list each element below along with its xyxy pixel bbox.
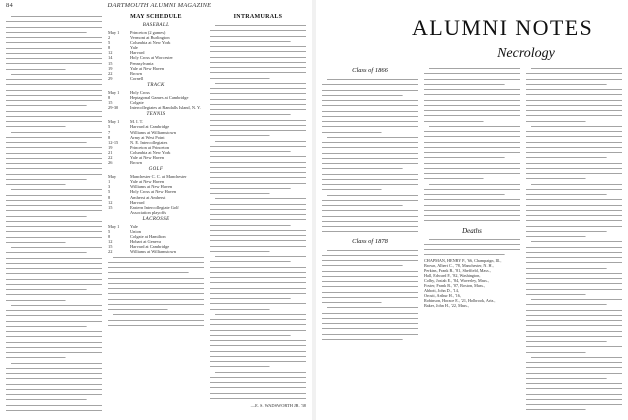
schedule-date: 29-30 [108, 105, 119, 111]
schedule-date: 5 [108, 189, 111, 195]
death-entry: Colby, Josiah E., '84, Waverley, Mass., [424, 277, 489, 283]
schedule-event: Colgate [130, 100, 144, 106]
death-entry: Robinson, Horace E., '21, Holbrook, Ariz., [424, 297, 496, 303]
schedule-event: Williams at Williamstown [130, 129, 176, 135]
schedule-event: Princeton at Princeton [130, 144, 170, 150]
schedule-event: Colgate at Hamilton [130, 234, 166, 240]
schedule-date: 5 [108, 124, 111, 130]
schedule-date: 15 [108, 244, 113, 250]
schedule-row [108, 210, 204, 215]
schedule-row [108, 105, 204, 110]
left-column-1 [6, 14, 102, 416]
schedule-date: 2 [108, 35, 111, 41]
schedule-row [108, 160, 204, 165]
schedule-event: Intercollegiates at Randalls Island, N. Y. [130, 105, 201, 111]
schedule-date: May [108, 174, 117, 180]
schedule-event: Vermont at Burlington [130, 35, 170, 41]
schedule-date: 15 [108, 100, 113, 106]
schedule-date: 1 [108, 179, 111, 185]
death-entry: Hall, Edward F., '82, Washington, [424, 272, 481, 278]
obituary-text-col2 [424, 66, 520, 224]
intramurals-text [210, 23, 306, 401]
schedule-event: Heptagonal Games at Cambridge [130, 95, 189, 101]
schedule-event: M. I. T. [130, 119, 144, 125]
schedule-event: Yale at New Haven [130, 65, 165, 71]
deaths-list [424, 258, 520, 308]
schedule-date: 15 [108, 204, 113, 210]
intramurals-column [210, 14, 306, 416]
schedule-date: 14 [108, 55, 113, 61]
schedule-date: 8 [108, 234, 111, 240]
right-column-3 [526, 66, 622, 416]
schedule-section-heading: BASEBALL [142, 23, 170, 28]
deaths-heading: Deaths [462, 226, 482, 235]
schedule-event: Army at West Point [130, 134, 165, 140]
schedule-event: Manchester C. C. at Manchester [130, 174, 187, 180]
obituary-text-col3 [526, 66, 622, 413]
schedule-event: Hobart at Geneva [130, 239, 161, 245]
schedule-event: Holy Cross at Worcester [130, 55, 173, 61]
schedule-event: Columbia at New York [130, 40, 171, 46]
schedule-date: 12 [108, 239, 113, 245]
may-schedule [108, 14, 204, 416]
schedule-date: 15 [108, 60, 113, 66]
right-page [316, 0, 628, 420]
schedule-event: Cornell [130, 75, 144, 81]
schedule-event: Williams at New Haven [130, 184, 173, 190]
death-entry: Foster, Frank B., '07, Boston, Mass., [424, 282, 486, 288]
schedule-date: 22 [108, 249, 113, 255]
intramurals-heading: INTRAMURALS [233, 14, 283, 20]
schedule-event: Harvard [130, 50, 145, 56]
schedule-date [108, 210, 130, 215]
schedule-date: 5 [108, 40, 111, 46]
page-number: 84 [6, 2, 13, 9]
schedule-date: May 1 [108, 89, 120, 95]
class-heading-1878: Class of 1878 [352, 237, 388, 245]
schedule-event: N. E. Intercollegiates [130, 139, 168, 145]
deaths-note [424, 237, 520, 258]
schedule-article-text [108, 254, 204, 328]
schedule-date: 29 [108, 75, 113, 81]
left-page [0, 0, 312, 420]
schedule-event: Harvard at Cambridge [130, 244, 170, 250]
schedule-event: Harvard at Cambridge [130, 124, 170, 130]
schedule-heading: MAY SCHEDULE [130, 14, 182, 20]
schedule-event: Pennsylvania [130, 60, 154, 66]
death-entry: Baker, John H., '22, Mass., [424, 302, 470, 308]
schedule-event: Yale at New Haven [130, 154, 165, 160]
article-text-block [6, 14, 102, 413]
schedule-event: Brown [130, 70, 142, 76]
schedule-event: Williams at Williamstown [130, 249, 176, 255]
schedule-date: 8 [108, 95, 111, 101]
running-title: DARTMOUTH ALUMNI MAGAZINE [107, 2, 212, 9]
schedule-event: Yale [130, 223, 138, 229]
schedule-date: 19 [108, 144, 113, 150]
schedule-section-heading: GOLF [148, 167, 164, 173]
schedule-event: Brown [130, 160, 142, 166]
schedule-event: Harvard [130, 199, 145, 205]
schedule-event: Columbia at New York [130, 149, 171, 155]
right-column-1 [322, 2, 418, 416]
schedule-date: 12-15 [108, 139, 119, 145]
death-entry: Brown, Albert C., '78, Manchester, N. H., [424, 262, 494, 268]
schedule-date: 12 [108, 50, 113, 56]
schedule-date: 7 [108, 129, 111, 135]
schedule-date: May 1 [108, 223, 120, 229]
schedule-event: Yale at New Haven [130, 179, 165, 185]
schedule-event: Yale [130, 45, 138, 51]
schedule-date: 8 [108, 45, 111, 51]
schedule-date: 19 [108, 65, 113, 71]
death-entry: CHAPMAN, HENRY P., '66, Champaign, Ill., [424, 257, 502, 263]
schedule-section-heading: LACROSSE [142, 216, 170, 222]
schedule-date: 22 [108, 70, 113, 76]
class-heading-1866: Class of 1866 [352, 67, 388, 74]
obituary-text-1866 [322, 77, 418, 235]
schedule-event: Holy Cross at New Haven [130, 189, 177, 195]
obituary-text-1878 [322, 248, 418, 343]
section-title: ALUMNI NOTES [412, 15, 594, 40]
schedule-section-heading: TENNIS [146, 112, 166, 118]
running-head [6, 2, 306, 12]
schedule-date: 26 [108, 160, 113, 166]
schedule-date: 8 [108, 194, 111, 200]
death-entry: Abbott, John D., '14, [424, 287, 459, 293]
schedule-event: Association playoffs [130, 209, 167, 215]
schedule-event: Amherst at Amherst [130, 194, 166, 200]
schedule-event: Union [130, 229, 141, 234]
schedule-date: 3 [108, 184, 111, 190]
schedule-event: Eastern Intercollegiate Golf [130, 204, 179, 210]
schedule-date: 8 [108, 134, 111, 140]
schedule-event: Holy Cross [130, 89, 150, 95]
death-entry: Perkins, Frank B., '81, Sheffield, Mass., [424, 267, 491, 273]
schedule-row [108, 76, 204, 81]
death-entry: Orcutt, Arthur H., '16, [424, 292, 461, 298]
schedule-date: 12 [108, 199, 113, 205]
right-column-2 [424, 66, 520, 416]
author-signature: —E. S. WADSWORTH JR. '38 [250, 403, 306, 408]
schedule-date: May 1 [108, 119, 120, 125]
schedule-date: 21 [108, 149, 113, 155]
schedule-sections [108, 23, 204, 254]
schedule-date: 22 [108, 154, 113, 160]
schedule-event: Princeton (2 games) [130, 30, 166, 35]
schedule-date: 5 [108, 229, 111, 234]
section-subtitle: Necrology [497, 46, 555, 61]
schedule-section-heading: TRACK [147, 82, 165, 88]
schedule-date: May 1 [108, 30, 120, 35]
